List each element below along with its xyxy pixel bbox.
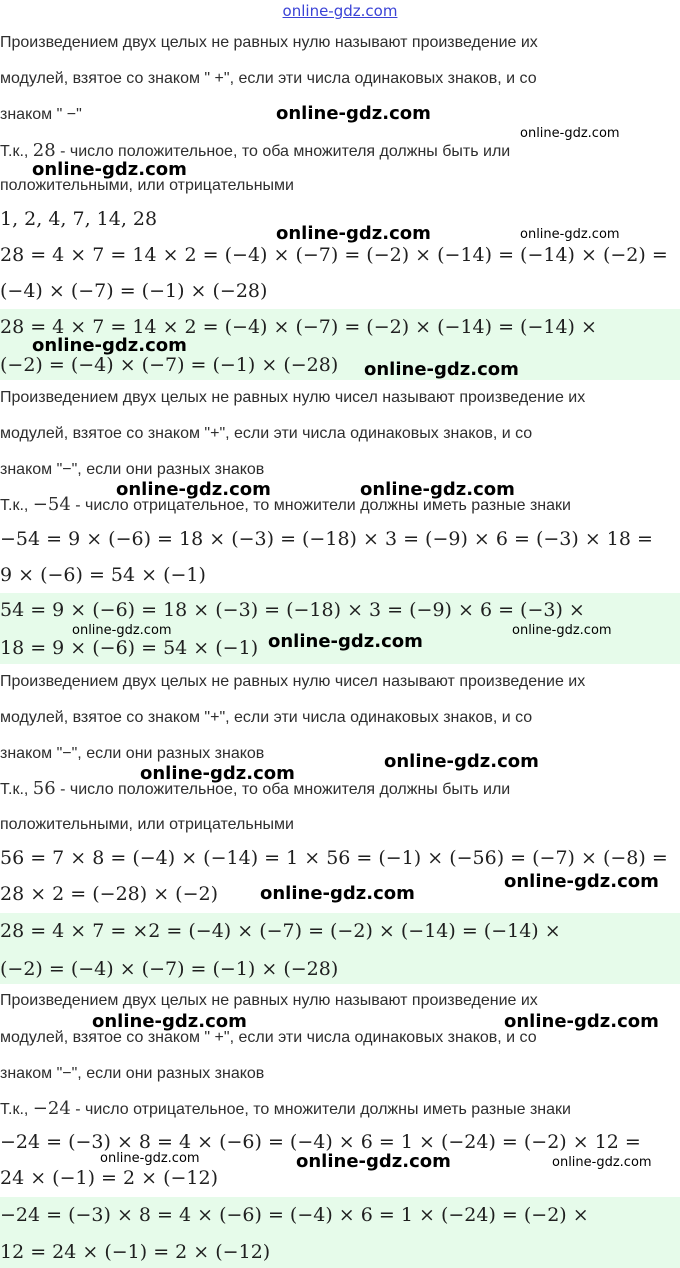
block3-answer-line2: (−2) = (−4) × (−7) = (−1) × (−28) bbox=[0, 958, 339, 980]
block3-tk-number: 56 bbox=[32, 778, 56, 799]
block1-rule-line2: модулей, взятое со знаком " +", если эти числа одинаковых знаков, и со bbox=[0, 70, 537, 87]
block1-tk-rest: - число положительное, то оба множителя должны быть или bbox=[55, 143, 511, 160]
block2-answer-line1: 54 = 9 × (−6) = 18 × (−3) = (−18) × 3 = (−9) × 6 = (−3) × bbox=[0, 599, 585, 621]
watermark: online-gdz.com bbox=[504, 871, 659, 892]
block1-work-line2: (−4) × (−7) = (−1) × (−28) bbox=[0, 280, 268, 302]
watermark: online-gdz.com bbox=[276, 103, 431, 124]
block4-answer-line2: 12 = 24 × (−1) = 2 × (−12) bbox=[0, 1241, 271, 1263]
block2-tk-number: −54 bbox=[32, 494, 71, 515]
block1-tk-number: 28 bbox=[32, 140, 56, 161]
block1-rule-line1: Произведением двух целых не равных нулю называют произведение их bbox=[0, 34, 538, 51]
block4-tk-prefix: Т.к., bbox=[0, 1101, 33, 1118]
block4-rule-line1: Произведением двух целых не равных нулю называют произведение их bbox=[0, 992, 538, 1009]
block2-work-line1: −54 = 9 × (−6) = 18 × (−3) = (−18) × 3 = (−9) × 6 = (−3) × 18 = bbox=[0, 528, 653, 550]
block3-tk-line2: положительными, или отрицательными bbox=[0, 816, 294, 833]
block3-tk-prefix: Т.к., bbox=[0, 781, 33, 798]
watermark-small: online-gdz.com bbox=[512, 623, 612, 638]
watermark: online-gdz.com bbox=[116, 479, 271, 500]
block2-rule-line1: Произведением двух целых не равных нулю чисел называют произведение их bbox=[0, 389, 586, 406]
watermark-small: online-gdz.com bbox=[552, 1155, 652, 1170]
block1-divisors: 1, 2, 4, 7, 14, 28 bbox=[0, 208, 158, 230]
watermark: online-gdz.com bbox=[360, 479, 515, 500]
block2-tk-prefix: Т.к., bbox=[0, 497, 33, 514]
watermark-small: online-gdz.com bbox=[520, 126, 620, 141]
block4-tk-number: −24 bbox=[32, 1098, 71, 1119]
block2-rule-line3: знаком "−", если они разных знаков bbox=[0, 461, 265, 478]
site-header-link[interactable]: online-gdz.com bbox=[282, 2, 398, 20]
block4-tk-line bbox=[0, 1098, 571, 1119]
block3-tk-rest: - число положительное, то оба множителя должны быть или bbox=[55, 781, 511, 798]
block1-tk-prefix: Т.к., bbox=[0, 143, 33, 160]
block4-work-line2: 24 × (−1) = 2 × (−12) bbox=[0, 1167, 219, 1189]
watermark-small: online-gdz.com bbox=[520, 227, 620, 242]
block4-rule-line3: знаком "−", если они разных знаков bbox=[0, 1065, 265, 1082]
block3-rule-line3: знаком "−", если они разных знаков bbox=[0, 745, 265, 762]
block3-rule-line2: модулей, взятое со знаком "+", если эти числа одинаковых знаков, и со bbox=[0, 709, 533, 726]
block1-tk-line bbox=[0, 140, 510, 161]
block2-work-line2: 9 × (−6) = 54 × (−1) bbox=[0, 564, 206, 586]
watermark: online-gdz.com bbox=[384, 751, 539, 772]
block4-answer-line1: −24 = (−3) × 8 = 4 × (−6) = (−4) × 6 = 1 × (−24) = (−2) × bbox=[0, 1204, 589, 1226]
block1-rule-line3: знаком " −" bbox=[0, 106, 82, 123]
block3-work-line1: 56 = 7 × 8 = (−4) × (−14) = 1 × 56 = (−1) × (−56) = (−7) × (−8) = bbox=[0, 847, 668, 869]
block3-rule-line1: Произведением двух целых не равных нулю чисел называют произведение их bbox=[0, 673, 586, 690]
watermark-small: online-gdz.com bbox=[72, 623, 172, 638]
block2-tk-rest: - число отрицательное, то множители должны иметь разные знаки bbox=[70, 497, 571, 514]
watermark: online-gdz.com bbox=[140, 763, 295, 784]
block2-answer-line2: 18 = 9 × (−6) = 54 × (−1) bbox=[0, 637, 259, 659]
block4-tk-rest: - число отрицательное, то множители должны иметь разные знаки bbox=[70, 1101, 571, 1118]
block1-work-line1: 28 = 4 × 7 = 14 × 2 = (−4) × (−7) = (−2) × (−14) = (−14) × (−2) = bbox=[0, 244, 668, 266]
block4-work-line1: −24 = (−3) × 8 = 4 × (−6) = (−4) × 6 = 1 × (−24) = (−2) × 12 = bbox=[0, 1131, 641, 1153]
watermark: online-gdz.com bbox=[92, 1011, 247, 1032]
block3-work-line2: 28 × 2 = (−28) × (−2) bbox=[0, 883, 219, 905]
watermark: online-gdz.com bbox=[32, 335, 187, 356]
watermark: online-gdz.com bbox=[268, 631, 423, 652]
watermark-small: online-gdz.com bbox=[100, 1151, 200, 1166]
watermark: online-gdz.com bbox=[364, 359, 519, 380]
block1-answer-line2: (−2) = (−4) × (−7) = (−1) × (−28) bbox=[0, 354, 339, 376]
watermark: online-gdz.com bbox=[504, 1011, 659, 1032]
block2-rule-line2: модулей, взятое со знаком "+", если эти числа одинаковых знаков, и со bbox=[0, 425, 533, 442]
block3-answer-line1: 28 = 4 × 7 = ×2 = (−4) × (−7) = (−2) × (−14) = (−14) × bbox=[0, 920, 561, 942]
block4-rule-line2: модулей, взятое со знаком " +", если эти числа одинаковых знаков, и со bbox=[0, 1029, 537, 1046]
block1-tk-line2: положительными, или отрицательными bbox=[0, 177, 294, 194]
block1-answer-line1: 28 = 4 × 7 = 14 × 2 = (−4) × (−7) = (−2) × (−14) = (−14) × bbox=[0, 316, 597, 338]
watermark: online-gdz.com bbox=[260, 883, 415, 904]
watermark: online-gdz.com bbox=[276, 223, 431, 244]
watermark: online-gdz.com bbox=[32, 159, 187, 180]
watermark: online-gdz.com bbox=[296, 1151, 451, 1172]
